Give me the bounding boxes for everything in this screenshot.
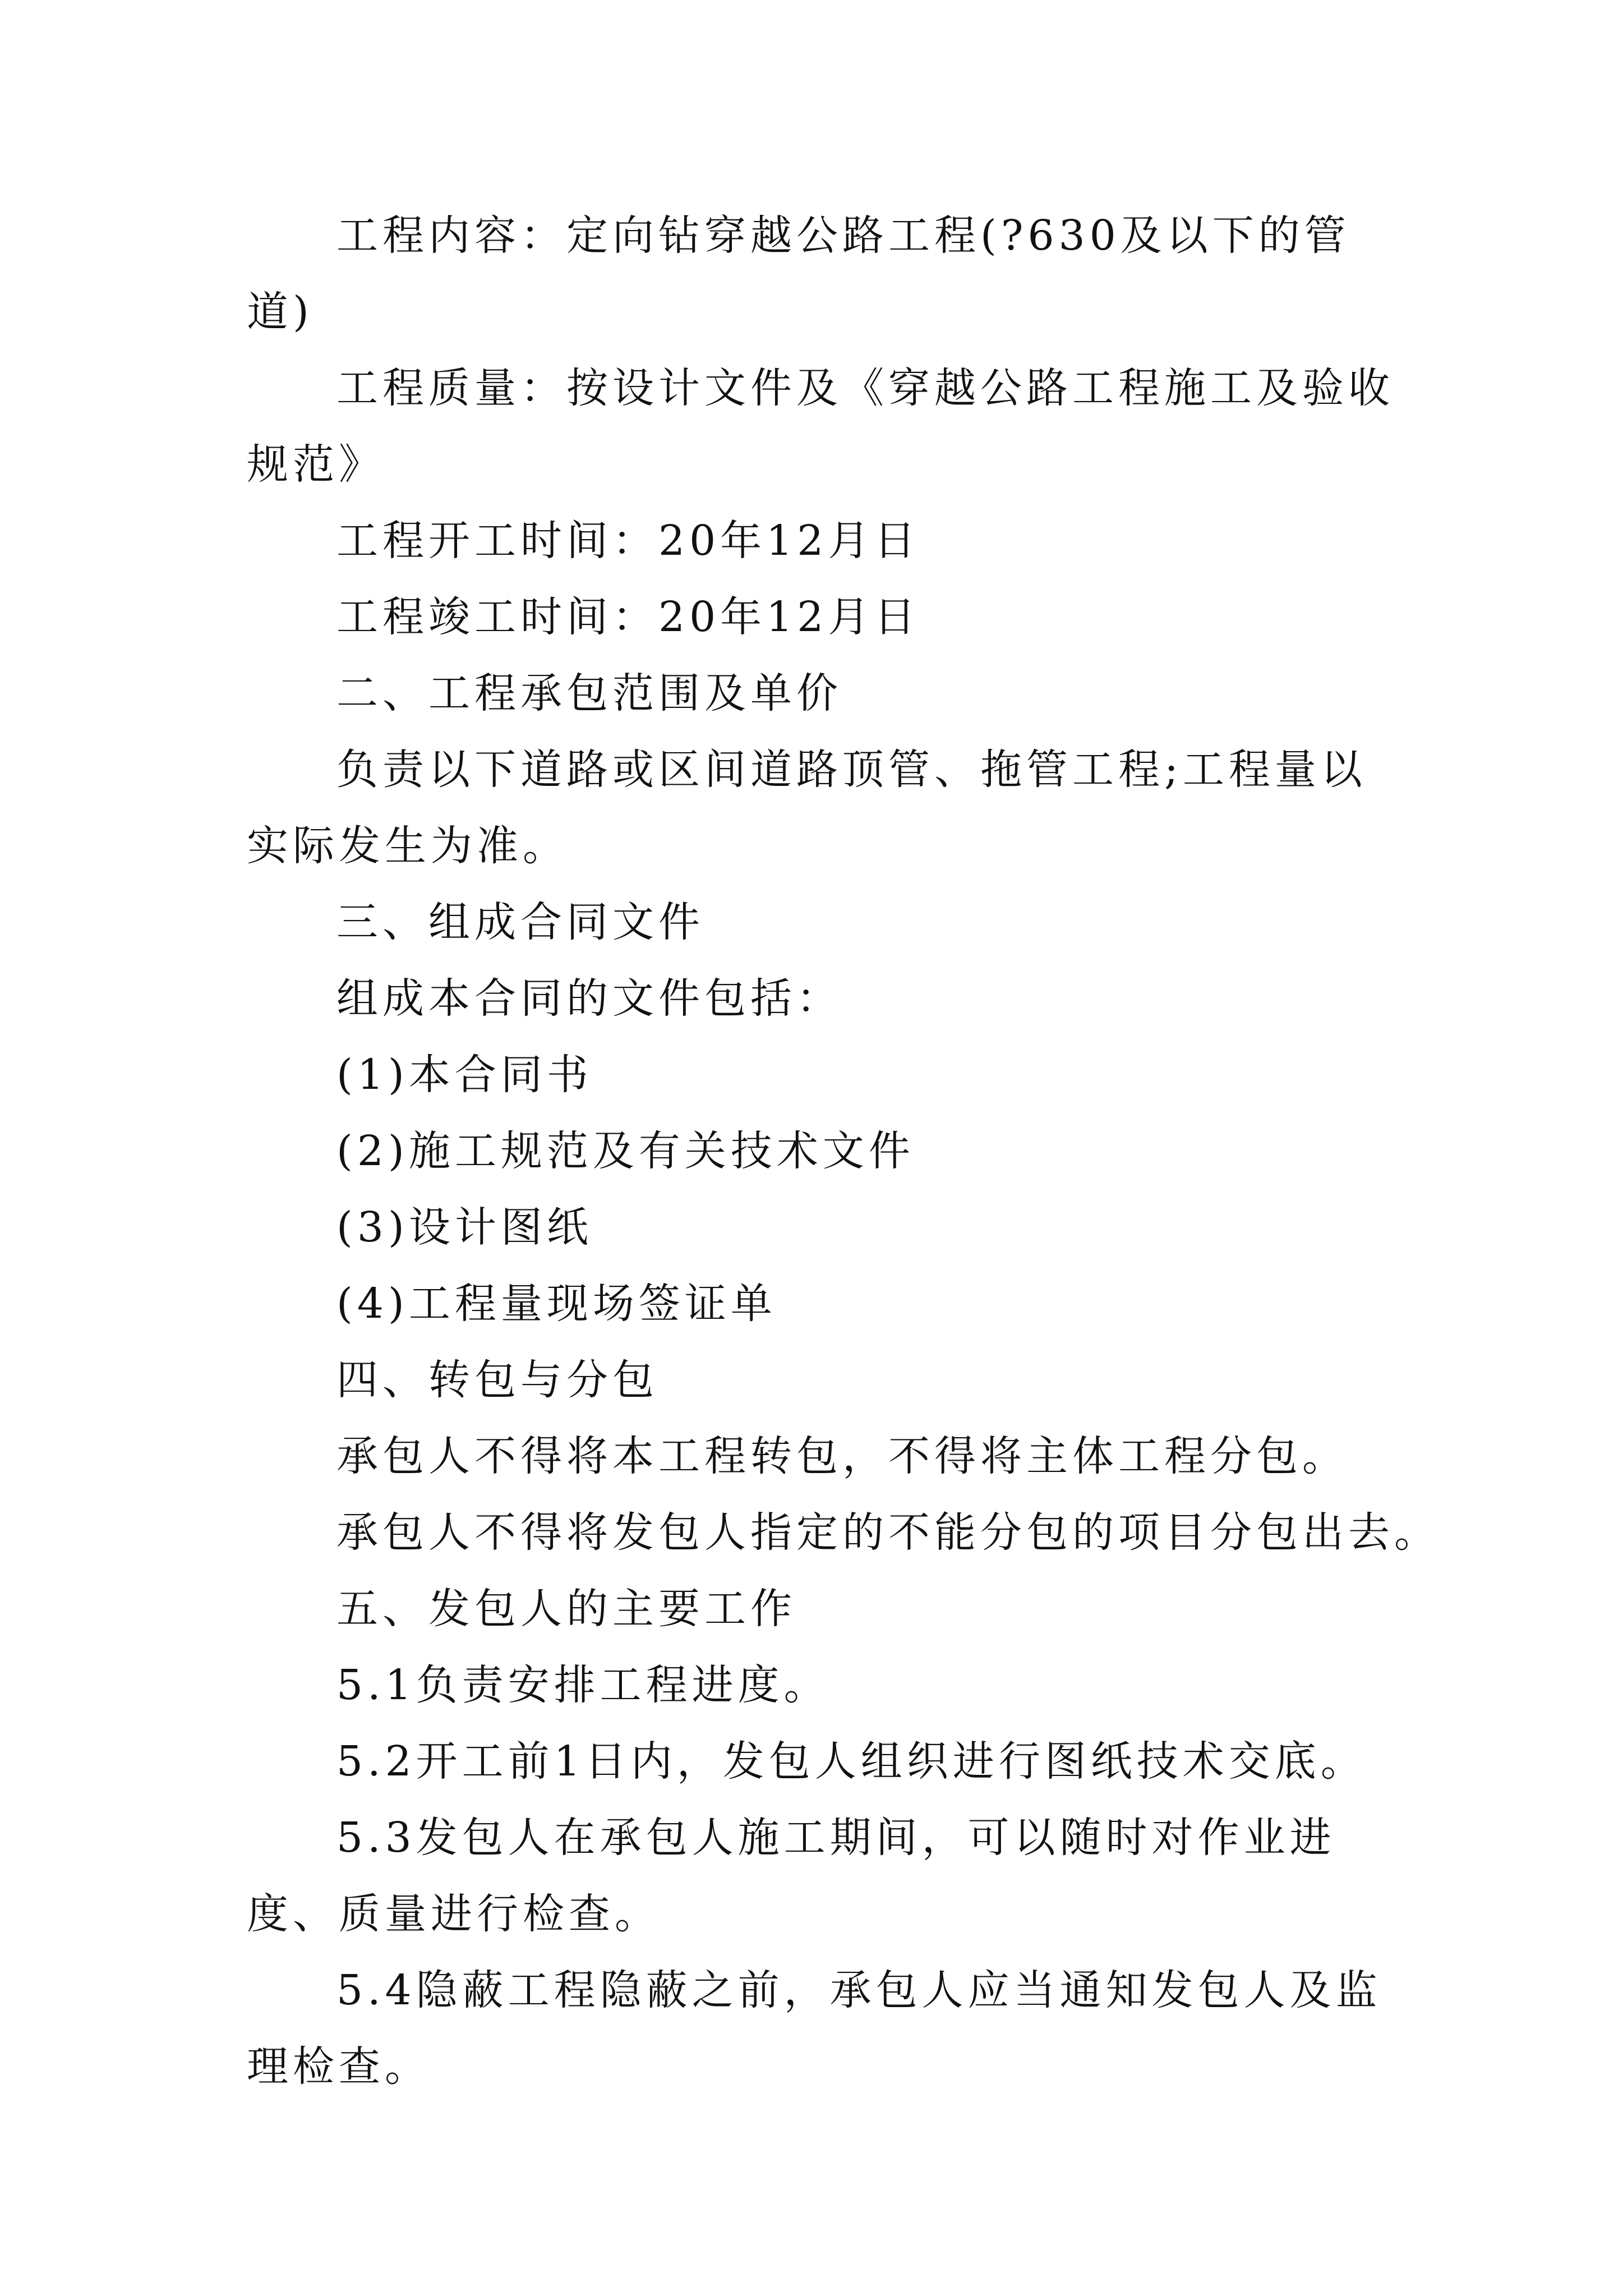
paragraph-no-subcontract: 承包人不得将发包人指定的不能分包的项目分包出去。	[336, 1508, 1440, 1557]
clause-5-3: 5.3发包人在承包人施工期间，可以随时对作业进度、质量进行检查。	[247, 1814, 1336, 1938]
document-body	[247, 197, 1440, 2105]
list-item-4: (4)工程量现场签证单	[336, 1280, 777, 1328]
clause-5-2: 5.2开工前1日内，发包人组织进行图纸技术交底。	[336, 1737, 1367, 1786]
paragraph-scope: 负责以下道路或区间道路顶管、拖管工程;工程量以实际发生为准。	[247, 746, 1367, 870]
clause-5-4: 5.4隐蔽工程隐蔽之前，承包人应当通知发包人及监理检查。	[247, 1966, 1382, 2091]
paragraph-project-content: 工程内容：定向钻穿越公路工程(?630及以下的管道)	[247, 211, 1350, 336]
paragraph-completion-date: 工程竣工时间：20年12月日	[336, 593, 920, 641]
clause-5-1: 5.1负责安排工程进度。	[336, 1661, 830, 1709]
section-heading-scope: 二、工程承包范围及单价	[336, 669, 842, 717]
section-heading-contract-documents: 三、组成合同文件	[336, 898, 704, 946]
section-heading-employer-duties: 五、发包人的主要工作	[336, 1585, 796, 1633]
list-item-1: (1)本合同书	[336, 1051, 593, 1099]
paragraph-no-transfer: 承包人不得将本工程转包，不得将主体工程分包。	[336, 1432, 1348, 1480]
list-item-3: (3)设计图纸	[336, 1203, 593, 1251]
paragraph-project-quality: 工程质量：按设计文件及《穿越公路工程施工及验收规范》	[247, 364, 1394, 489]
paragraph-documents-include: 组成本合同的文件包括：	[336, 974, 842, 1023]
paragraph-start-date: 工程开工时间：20年12月日	[336, 517, 920, 565]
section-heading-subcontracting: 四、转包与分包	[336, 1356, 658, 1404]
list-item-2: (2)施工规范及有关技术文件	[336, 1127, 915, 1175]
